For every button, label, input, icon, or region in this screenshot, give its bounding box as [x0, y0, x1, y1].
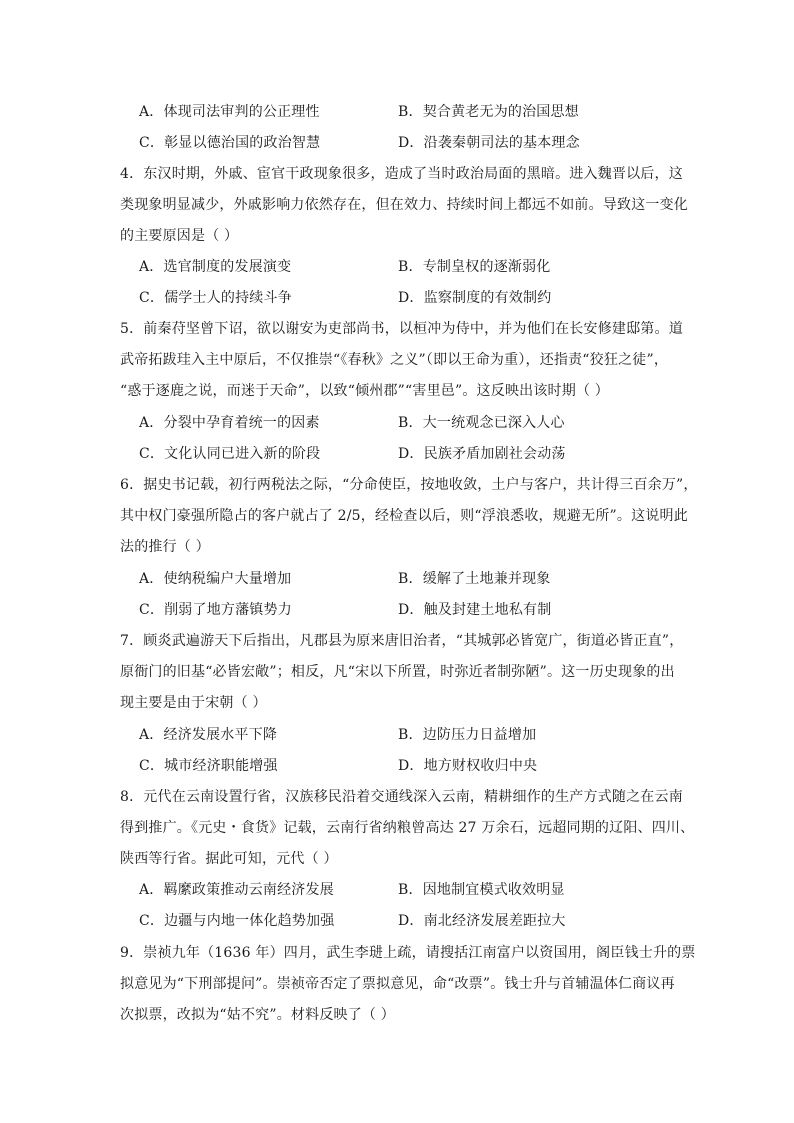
q7-stem-line-2: 原衙门的旧基“必皆宏敞”；相反，凡“宋以下所置，时弥近者制弥陋”。这一历史现象的出: [120, 664, 675, 680]
q3-option-a[interactable]: A．体现司法审判的公正理性: [139, 104, 320, 120]
q4-option-d[interactable]: D．监察制度的有效制约: [398, 290, 552, 306]
q9-stem-line-1: 9．崇祯九年（1636 年）四月，武生李琎上疏，请搜括江南富户以资国用，阁臣钱士升的票: [120, 945, 696, 961]
q9-stem-line-2: 拟意见为“下刑部提问”。崇祯帝否定了票拟意见，命“改票”。钱士升与首辅温体仁商议再: [120, 976, 675, 992]
q6-option-d[interactable]: D．触及封建土地私有制: [398, 602, 552, 618]
q6-stem-line-3: 法的推行（ ）: [120, 539, 210, 555]
q8-stem-line-2: 得到推广。《元史・食货》记载，云南行省纳粮曾高达 27 万余石，远超同期的辽阳、四川、: [120, 820, 695, 836]
q7-option-d[interactable]: D．地方财权收归中央: [398, 758, 538, 774]
q8-option-c[interactable]: C．边疆与内地一体化趋势加强: [139, 913, 335, 929]
q5-stem-line-1: 5．前秦苻坚曾下诏，欲以谢安为吏部尚书，以桓冲为侍中，并为他们在长安修建邸第。道: [120, 321, 683, 337]
q4-stem-line-1: 4．东汉时期，外戚、宦官干政现象很多，造成了当时政治局面的黑暗。进入魏晋以后，这: [120, 166, 683, 182]
q6-option-c[interactable]: C．削弱了地方藩镇势力: [139, 602, 292, 618]
q6-option-a[interactable]: A．使纳税编户大量增加: [139, 571, 292, 587]
q8-option-d[interactable]: D．南北经济发展差距拉大: [398, 913, 566, 929]
q4-option-c[interactable]: C．儒学士人的持续斗争: [139, 290, 292, 306]
q8-stem-line-1: 8．元代在云南设置行省，汉族移民沿着交通线深入云南，精耕细作的生产方式随之在云南: [120, 789, 683, 805]
q5-stem-line-2: 武帝拓跋珪入主中原后，不仅推崇“《春秋》之义”（即以王命为重），还指责“狡狂之徒”，: [120, 352, 669, 368]
q5-stem-line-3: “惑于逐鹿之说，而迷于天命”，以致“倾州郡”“害里邑”。这反映出该时期（ ）: [120, 383, 609, 399]
q3-option-c[interactable]: C．彰显以德治国的政治智慧: [139, 135, 321, 151]
q5-option-a[interactable]: A．分裂中孕育着统一的因素: [139, 415, 320, 431]
q9-stem-line-3: 次拟票，改拟为“姑不究”。材料反映了（ ）: [120, 1007, 395, 1023]
q7-stem-line-1: 7．顾炎武遍游天下后指出，凡郡县为原来唐旧治者，“其城郭必皆宽广，街道必皆正直”，: [120, 633, 684, 649]
q4-option-a[interactable]: A．选官制度的发展演变: [139, 259, 292, 275]
q4-stem-line-2: 类现象明显减少，外戚影响力依然存在，但在效力、持续时间上都远不如前。导致这一变化: [120, 197, 688, 213]
q4-stem-line-3: 的主要原因是（ ）: [120, 228, 239, 244]
q7-stem-line-3: 现主要是由于宋朝（ ）: [120, 695, 267, 711]
q6-stem-line-1: 6．据史书记载，初行两税法之际，“分命使臣，按地收敛，土户与客户，共计得三百余万”，: [120, 477, 698, 493]
q3-option-b[interactable]: B．契合黄老无为的治国思想: [398, 104, 579, 120]
q7-option-b[interactable]: B．边防压力日益增加: [398, 727, 537, 743]
q5-option-d[interactable]: D．民族矛盾加剧社会动荡: [398, 446, 566, 462]
q5-option-b[interactable]: B．大一统观念已深入人心: [398, 415, 565, 431]
q3-option-d[interactable]: D．沿袭秦朝司法的基本理念: [398, 135, 580, 151]
q4-option-b[interactable]: B．专制皇权的逐渐弱化: [398, 259, 551, 275]
q8-option-a[interactable]: A．羁縻政策推动云南经济发展: [139, 882, 334, 898]
q8-option-b[interactable]: B．因地制宜模式收效明显: [398, 882, 565, 898]
q8-stem-line-3: 陕西等行省。据此可知，元代（ ）: [120, 851, 338, 867]
q6-option-b[interactable]: B．缓解了土地兼并现象: [398, 571, 551, 587]
q5-option-c[interactable]: C．文化认同已进入新的阶段: [139, 446, 321, 462]
q7-option-a[interactable]: A．经济发展水平下降: [139, 727, 278, 743]
q6-stem-line-2: 其中权门豪强所隐占的客户就占了 2/5，经检查以后，则“浮浪悉收，规避无所”。这说明此: [120, 508, 688, 524]
q7-option-c[interactable]: C．城市经济职能增强: [139, 758, 278, 774]
